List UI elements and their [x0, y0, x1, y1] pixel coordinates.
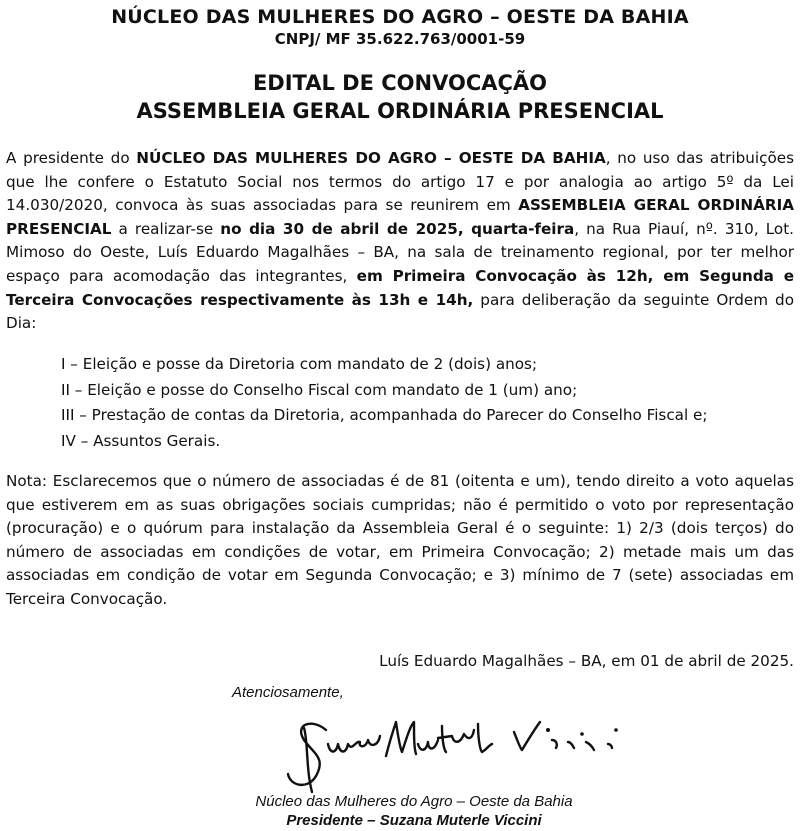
date-line: Luís Eduardo Magalhães – BA, em 01 de abril de 2025.	[379, 652, 794, 670]
closing-salutation: Atenciosamente,	[232, 684, 344, 701]
document-title: EDITAL DE CONVOCAÇÃO	[252, 71, 548, 95]
paragraph-text: a realizar-se	[111, 219, 221, 238]
agenda-item: IV – Assuntos Gerais.	[61, 431, 221, 450]
paragraph-bold-date: no dia 30 de abril de 2025, quarta-feira	[220, 219, 575, 238]
paragraph-bold-assembly: ASSEMBLEIA GERAL ORDINÁRIA PRESENCIAL	[6, 196, 794, 238]
paragraph-bold-times: em Primeira Convocação às 12h, em Segunda e Terceira Convocações respectivamente às 13h e 14h,	[6, 266, 795, 309]
signatory-organization: Núcleo das Mulheres do Agro – Oeste da Bahia	[255, 793, 573, 810]
document-subtitle: ASSEMBLEIA GERAL ORDINÁRIA PRESENCIAL	[136, 99, 664, 123]
handwritten-signature	[282, 700, 642, 796]
paragraph-bold-org: NÚCLEO DAS MULHERES DO AGRO – OESTE DA BAHIA	[136, 149, 606, 167]
note-paragraph: Nota: Esclarecemos que o número de associadas é de 81 (oitenta e um), tendo direito a voto aquelas que estiverem em as suas obrigações sociais cumpridas; não é permitido o voto por representação (procuração) e o quórum para instalação da Assembleia Geral é o seguinte: 1) 2/3 (dois terços) do número de associadas em condições de votar, em Primeira Convocação; 2) metade mais um das associadas em condição de votar em Segunda Convocação; e 3) mínimo de 7 (sete) associadas em Terceira Convocação.	[6, 472, 794, 608]
organization-name: NÚCLEO DAS MULHERES DO AGRO – OESTE DA BAHIA	[111, 6, 689, 28]
agenda-item: III – Prestação de contas da Diretoria, acompanhada do Parecer do Conselho Fiscal e;	[61, 406, 708, 424]
agenda-item: I – Eleição e posse da Diretoria com mandato de 2 (dois) anos;	[61, 355, 538, 373]
agenda-item: II – Eleição e posse do Conselho Fiscal com mandato de 1 (um) ano;	[61, 380, 578, 399]
signatory-role: Presidente – Suzana Muterle Viccini	[286, 812, 542, 829]
paragraph-text: , no uso das atribuições que lhe confere o Estatuto Social nos termos do artigo 17 e por analogia ao artigo 5º da Lei 14.030/2020, convoca às suas associadas para se reunirem em	[6, 149, 794, 215]
paragraph-text: para deliberação da seguinte Ordem do Dia:	[6, 290, 794, 333]
cnpj-number: CNPJ/ MF 35.622.763/0001-59	[274, 30, 526, 48]
paragraph-text: A presidente do	[6, 149, 137, 167]
paragraph-text: , na Rua Piauí, nº. 310, Lot. Mimoso do Oeste, Luís Eduardo Magalhães – BA, na sala de treinamento regional, por ter melhor espaço para acomodação das integrantes,	[6, 219, 794, 285]
convocation-paragraph	[6, 147, 794, 336]
agenda-list	[61, 352, 796, 454]
